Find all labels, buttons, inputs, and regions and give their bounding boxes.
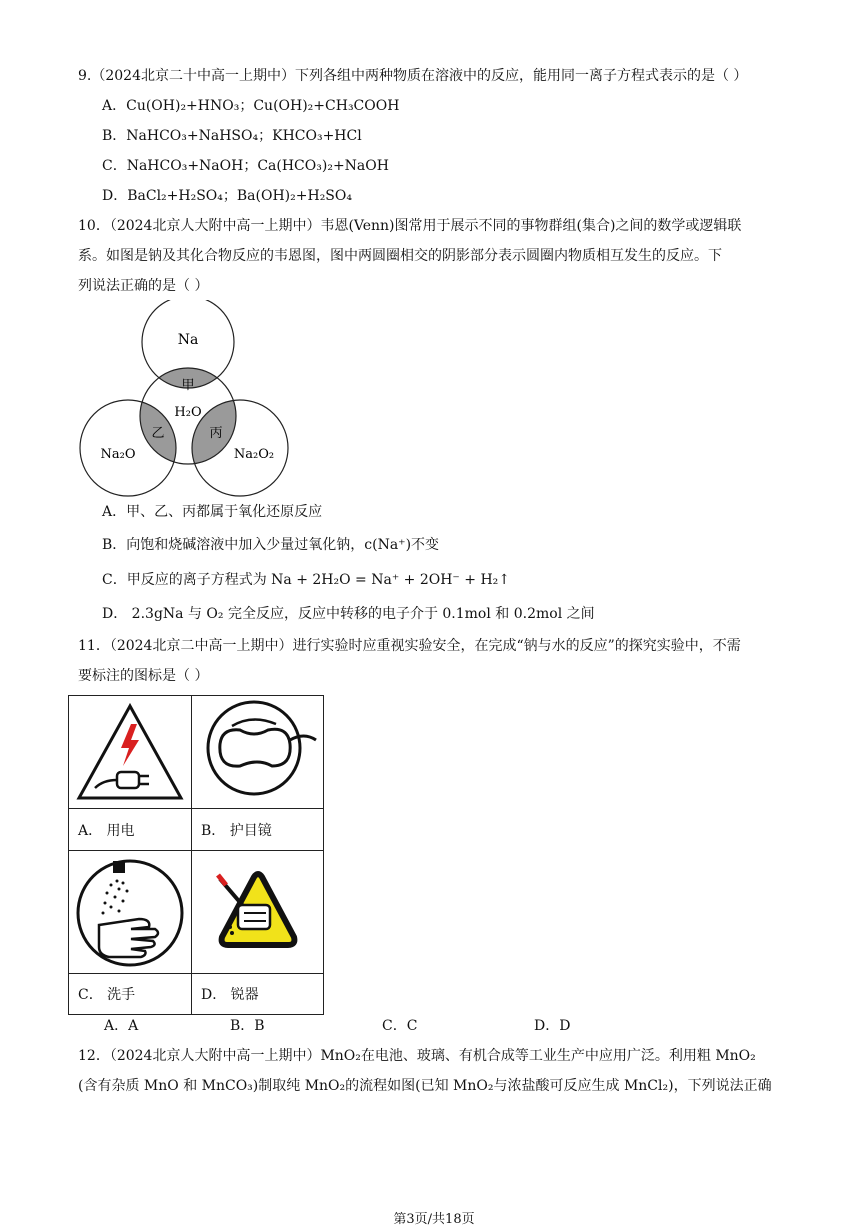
caption-d: D． 锐器	[201, 987, 259, 1003]
q10-option-c: C．甲反应的离子方程式为 Na + 2H₂O = Na⁺ + 2OH⁻ + H₂↑	[102, 572, 511, 588]
goggles-icon	[192, 696, 323, 808]
q12-stem-line2: (含有杂质 MnO 和 MnCO₃)制取纯 MnO₂的流程如图(已知 MnO₂与浓盐酸可反应生成 MnCl₂)，下列说法正确	[78, 1078, 772, 1094]
q9-option-a: A．Cu(OH)₂+HNO₃；Cu(OH)₂+CH₃COOH	[102, 98, 400, 114]
venn-label-jia: 甲	[181, 378, 195, 393]
q10-stem-line2: 系。如图是钠及其化合物反应的韦恩图，图中两圆圈相交的阴影部分表示圆圈内物质相互发生的反应。下	[78, 248, 722, 264]
q10-stem-line1: 10．（2024北京人大附中高一上期中）韦恩(Venn)图常用于展示不同的事物群组(集合)之间的数学或逻辑联	[78, 218, 742, 234]
venn-diagram	[70, 300, 310, 500]
cell-d-image	[191, 850, 324, 974]
caption-c: C． 洗手	[78, 987, 136, 1003]
q10-stem-line3: 列说法正确的是（ ）	[78, 278, 209, 294]
page-number-footer: 第3页/共18页	[393, 1212, 475, 1227]
q9-stem: 9.（2024北京二十中高一上期中）下列各组中两种物质在溶液中的反应，能用同一离子方程式表示的是（ ）	[78, 68, 748, 84]
electricity-icon	[69, 696, 191, 808]
cell-a-caption	[68, 808, 192, 851]
cell-c-caption	[68, 973, 192, 1015]
q9-option-c: C．NaHCO₃+NaOH；Ca(HCO₃)₂+NaOH	[102, 158, 389, 174]
q10-option-a: A．甲、乙、丙都属于氧化还原反应	[102, 504, 323, 520]
q11-answer-row	[0, 1016, 868, 1036]
venn-label-yi: 乙	[151, 426, 165, 441]
venn-label-na2o: Na₂O	[100, 447, 136, 462]
q11-answer-d: D．D	[534, 1018, 571, 1034]
q11-stem-line2: 要标注的图标是（ ）	[78, 668, 209, 684]
venn-label-h2o: H₂O	[174, 405, 202, 420]
q11-answer-c: C．C	[382, 1018, 418, 1034]
cell-c-image	[68, 850, 192, 974]
safety-icon-table	[68, 695, 324, 1015]
cell-b-caption	[191, 808, 324, 851]
caption-a: A． 用电	[78, 823, 135, 839]
cell-d-caption	[191, 973, 324, 1015]
caption-b: B． 护目镜	[201, 823, 272, 839]
q10-option-b: B．向饱和烧碱溶液中加入少量过氧化钠，c(Na⁺)不变	[102, 537, 440, 553]
q12-stem-line1: 12．（2024北京人大附中高一上期中）MnO₂在电池、玻璃、有机合成等工业生产中应用广泛。利用粗 MnO₂	[78, 1048, 756, 1064]
venn-label-na: Na	[177, 332, 199, 348]
venn-label-na2o2: Na₂O₂	[233, 447, 275, 462]
q11-answer-a: A．A	[104, 1018, 139, 1034]
cell-b-image	[191, 695, 324, 809]
hand-washing-icon	[69, 851, 191, 973]
q9-option-d: D．BaCl₂+H₂SO₄；Ba(OH)₂+H₂SO₄	[102, 188, 352, 204]
q10-option-d: D． 2.3gNa 与 O₂ 完全反应，反应中转移的电子介于 0.1mol 和 0.2mol 之间	[102, 606, 595, 622]
q11-stem-line1: 11．（2024北京二中高一上期中）进行实验时应重视实验安全，在完成“钠与水的反应”的探究实验中，不需	[78, 638, 741, 654]
cell-a-image	[68, 695, 192, 809]
q11-answer-b: B．B	[230, 1018, 265, 1034]
sharp-objects-icon	[192, 851, 323, 973]
q9-option-b: B．NaHCO₃+NaHSO₄；KHCO₃+HCl	[102, 128, 362, 144]
venn-label-bing: 丙	[209, 426, 223, 441]
